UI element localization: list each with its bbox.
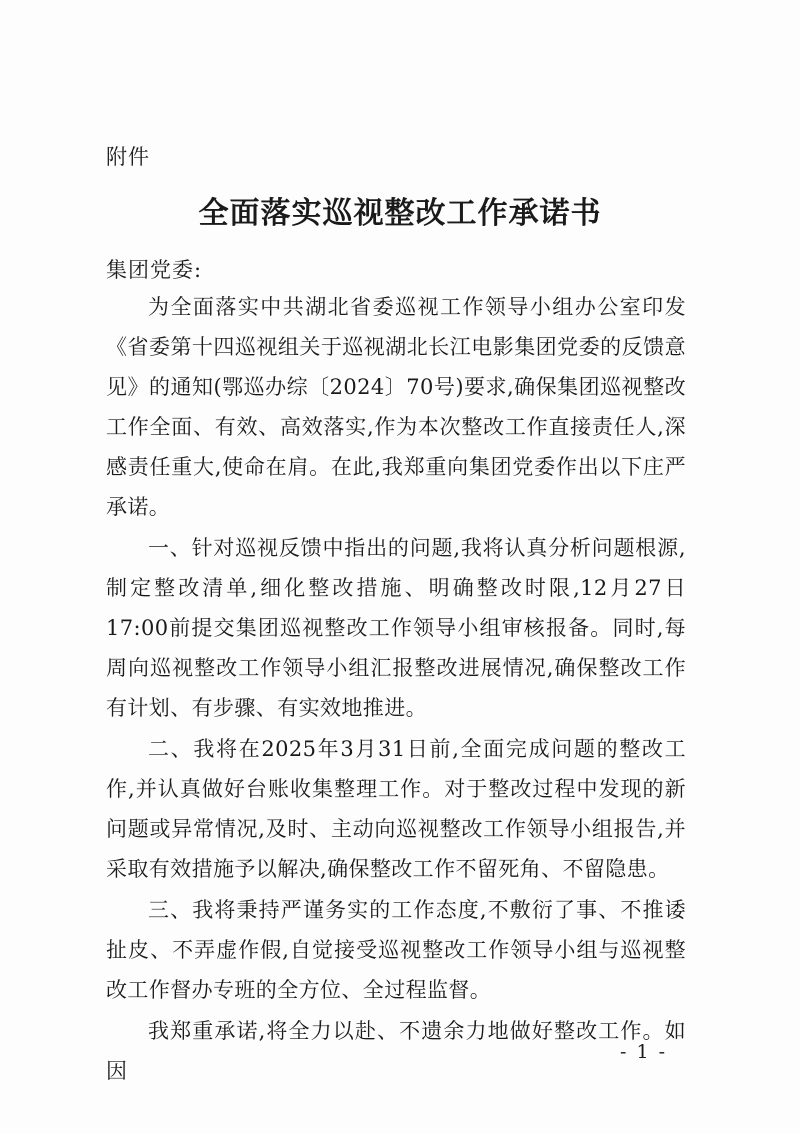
document-title: 全面落实巡视整改工作承诺书 [198,196,602,231]
attachment-label: 附件 [106,145,150,169]
salutation: 集团党委: [106,258,203,282]
document-body [106,287,686,1092]
page-number: - 1 - [620,1041,668,1063]
paragraph-commitment-2: 二、我将在2025年3月31日前,全面完成问题的整改工作,并认真做好台账收集整理工作。对于整改过程中发现的新问题或异常情况,及时、主动向巡视整改工作领导小组报告,并采取有效措施予以解决,确保整改工作不留死角、不留隐患。 [106,737,686,881]
paragraph-intro: 为全面落实中共湖北省委巡视工作领导小组办公室印发《省委第十四巡视组关于巡视湖北长江电影集团党委的反馈意见》的通知(鄂巡办综〔2024〕70号)要求,确保集团巡视整改工作全面、有效、高效落实,作为本次整改工作直接责任人,深感责任重大,使命在肩。在此,我郑重向集团党委作出以下庄严承诺。 [106,295,686,519]
paragraph-pledge: 我郑重承诺,将全力以赴、不遗余力地做好整改工作。如因 [106,1019,686,1083]
paragraph-commitment-3: 三、我将秉持严谨务实的工作态度,不敷衍了事、不推诿扯皮、不弄虚作假,自觉接受巡视整改工作领导小组与巡视整改工作督办专班的全方位、全过程监督。 [106,898,686,1002]
paragraph-commitment-1: 一、针对巡视反馈中指出的问题,我将认真分析问题根源,制定整改清单,细化整改措施、明确整改时限,12月27日17:00前提交集团巡视整改工作领导小组审核报备。同时,每周向巡视整改工作领导小组汇报整改进展情况,确保整改工作有计划、有步骤、有实效地推进。 [106,536,686,720]
